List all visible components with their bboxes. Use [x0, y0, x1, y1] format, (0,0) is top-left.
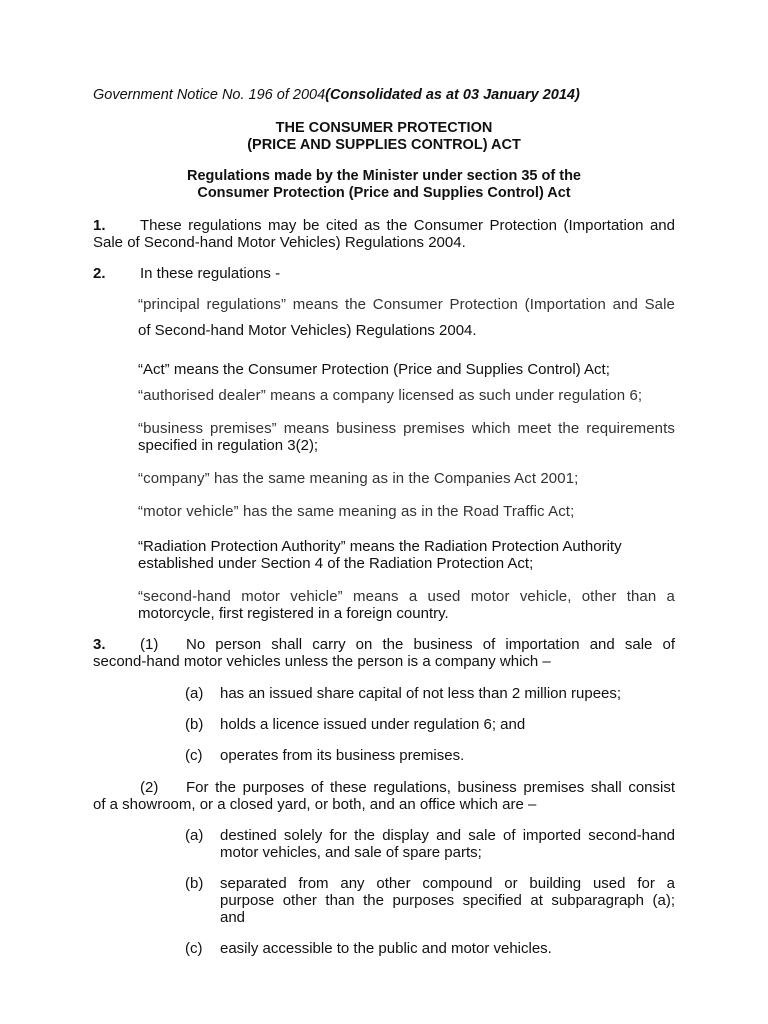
notice-number: Government Notice No. 196 of 2004 — [93, 87, 326, 103]
definition-line: “authorised dealer” means a company licensed as such under regulation 6; — [138, 387, 643, 404]
definition-line: “motor vehicle” has the same meaning as in the Road Traffic Act; — [138, 503, 575, 520]
subparagraph-1b — [185, 716, 675, 733]
definition-line: motorcycle, first registered in a foreign country. — [138, 605, 449, 622]
subparagraph-text: separated from any other compound or building used for a — [220, 875, 675, 892]
definition-line: specified in regulation 3(2); — [138, 437, 319, 454]
regulation-2-intro: In these regulations - — [140, 265, 281, 282]
subparagraph-2a — [185, 827, 675, 861]
definition-line: “principal regulations” means the Consumer Protection (Importation and Sale — [138, 296, 675, 313]
paragraph-1-line-1: No person shall carry on the business of importation and sale of — [186, 636, 675, 653]
subparagraph-2b — [185, 875, 675, 926]
subtitle-line-2: Consumer Protection (Price and Supplies Control) Act — [197, 185, 571, 201]
definition-motor-vehicle — [138, 503, 675, 520]
definition-principal-regulations-cont — [138, 322, 675, 339]
regulation-1-number: 1. — [93, 217, 106, 234]
regulation-1 — [93, 217, 675, 251]
regulation-2-number: 2. — [93, 265, 106, 282]
paragraph-2-line-2: of a showroom, or a closed yard, or both, and an office which are – — [93, 796, 537, 813]
subparagraph-text: and — [220, 909, 246, 926]
definition-radiation-protection-authority — [138, 538, 675, 572]
subparagraph-label: (a) — [185, 827, 204, 844]
definition-line: established under Section 4 of the Radiation Protection Act; — [138, 555, 534, 572]
definition-business-premises — [138, 420, 675, 454]
definition-principal-regulations — [138, 296, 675, 313]
subparagraph-text: holds a licence issued under regulation 6; and — [220, 716, 526, 733]
definition-line: “business premises” means business premises which meet the requirements — [138, 420, 675, 437]
subparagraph-label: (b) — [185, 875, 204, 892]
regulation-2-heading — [93, 265, 280, 282]
subparagraph-label: (b) — [185, 716, 204, 733]
definition-line: of Second-hand Motor Vehicles) Regulations 2004. — [138, 322, 477, 339]
act-title — [0, 120, 768, 154]
subparagraph-text: destined solely for the display and sale of imported second-hand — [220, 827, 675, 844]
subparagraph-text: purpose other than the purposes specified at subparagraph (a); — [220, 892, 675, 909]
consolidation-date: (Consolidated as at 03 January 2014) — [325, 87, 580, 103]
act-title-line-1: THE CONSUMER PROTECTION — [275, 120, 493, 136]
paragraph-2-line-1: For the purposes of these regulations, business premises shall consist — [186, 779, 675, 796]
definition-second-hand-motor-vehicle — [138, 588, 675, 622]
subparagraph-2c — [185, 940, 675, 957]
definition-act — [138, 361, 675, 378]
subparagraph-1c — [185, 747, 675, 764]
regulation-1-line-2: Sale of Second-hand Motor Vehicles) Regulations 2004. — [93, 234, 466, 251]
definition-line: “second-hand motor vehicle” means a used motor vehicle, other than a — [138, 588, 675, 605]
regulation-3-number: 3. — [93, 636, 106, 653]
subparagraph-1a — [185, 685, 675, 702]
paragraph-1-line-2: second-hand motor vehicles unless the person is a company which – — [93, 653, 551, 670]
definition-line: “Act” means the Consumer Protection (Price and Supplies Control) Act; — [138, 361, 610, 378]
paragraph-1-label: (1) — [140, 636, 159, 653]
definition-company — [138, 470, 675, 487]
subparagraph-text: has an issued share capital of not less than 2 million rupees; — [220, 685, 622, 702]
act-title-line-2: (PRICE AND SUPPLIES CONTROL) ACT — [247, 137, 521, 153]
subparagraph-text: operates from its business premises. — [220, 747, 465, 764]
regulation-1-line-1: These regulations may be cited as the Consumer Protection (Importation and — [140, 217, 675, 234]
definition-line: “company” has the same meaning as in the Companies Act 2001; — [138, 470, 579, 487]
subparagraph-label: (a) — [185, 685, 204, 702]
subparagraph-text: easily accessible to the public and motor vehicles. — [220, 940, 552, 957]
regulation-3-paragraph-1 — [93, 636, 675, 670]
regulations-subtitle — [0, 168, 768, 202]
subparagraph-label: (c) — [185, 747, 203, 764]
subparagraph-label: (c) — [185, 940, 203, 957]
subparagraph-text: motor vehicles, and sale of spare parts; — [220, 844, 482, 861]
definition-authorised-dealer — [138, 387, 675, 404]
government-notice — [93, 87, 580, 104]
paragraph-2-label: (2) — [140, 779, 159, 796]
subtitle-line-1: Regulations made by the Minister under section 35 of the — [187, 168, 581, 184]
definition-line: “Radiation Protection Authority” means the Radiation Protection Authority — [138, 538, 622, 555]
regulation-3-paragraph-2 — [93, 779, 675, 813]
